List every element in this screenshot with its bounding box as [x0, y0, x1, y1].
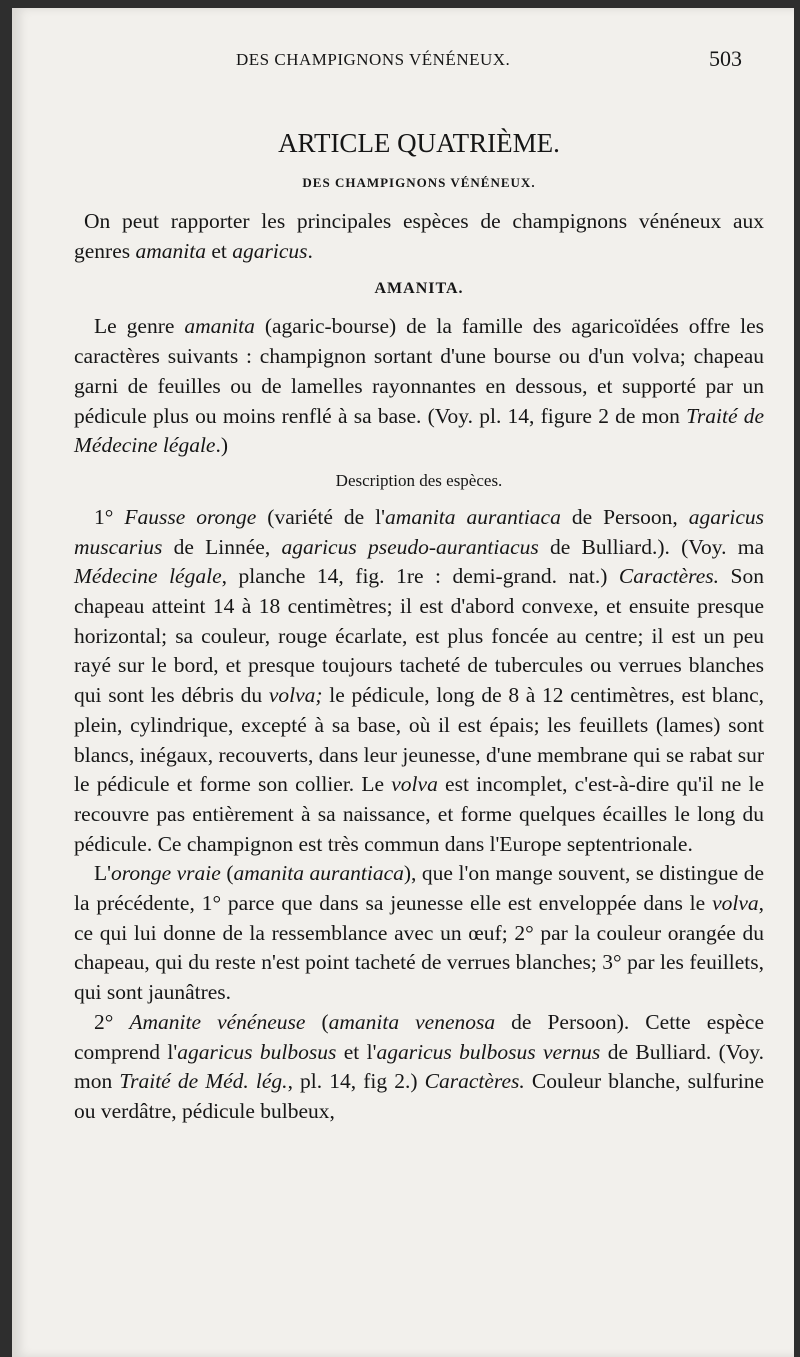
- article-title: ARTICLE QUATRIÈME.: [278, 128, 560, 158]
- page-number: 503: [709, 46, 742, 71]
- species-1-paragraph: 1° Fausse oronge (variété de l'amanita aurantiaca de Persoon, agaricus muscarius de Linnée, agaricus pseudo-aurantiacus de Bulliard.). (Voy. ma Médecine légale, planche 14, fig. 1re : demi-grand. nat.) Caractères. Son chapeau atteint 14 à 18 centimètres; il est d'abord convexe, et ensuite presque horizontal; sa couleur, rouge écarlate, est plus foncée au centre; il est un peu rayé sur le bord, et presque toujours tacheté de tubercules ou verrues blanches qui sont les débris du volva; le pédicule, long de 8 à 12 centimètres, est blanc, plein, cylindrique, excepté à sa base, où il est épais; les feuillets (lames) sont blancs, inégaux, recouverts, dans leur jeunesse, d'une membrane qui se rabat sur le pédicule et forme son collier. Le volva est incomplet, c'est-à-dire qu'il ne le recouvre pas entièrement à sa naissance, et forme quelques écailles le long du pédicule. Ce champignon est très commun dans l'Europe septentrionale.: [74, 504, 764, 856]
- book-page: [12, 8, 794, 1357]
- section-heading-amanita: AMANITA.: [374, 280, 464, 298]
- species-2-paragraph: 2° Amanite vénéneuse (amanita venenosa de Persoon). Cette espèce comprend l'agaricus bulbosus et l'agaricus bulbosus vernus de Bulliard. (Voy. mon Traité de Méd. lég., pl. 14, fig 2.) Caractères. Couleur blanche, sulfurine ou verdâtre, pédicule bulbeux,: [74, 1009, 764, 1123]
- amanita-paragraph: Le genre amanita (agaric-bourse) de la famille des agaricoïdées offre les caractères suivants : champignon sortant d'une bourse ou d'un volva; chapeau garni de feuilles ou de lamelles rayonnantes en dessous, et supporté par un pédicule plus ou moins renflé à sa base. (Voy. pl. 14, figure 2 de mon Traité de Médecine légale.): [74, 314, 765, 458]
- oronge-vraie-paragraph: L'oronge vraie (amanita aurantiaca), que l'on mange souvent, se distingue de la précédente, 1° parce que dans sa jeunesse elle est enveloppée dans le volva, ce qui lui donne de la ressemblance avec un œuf; 2° par la couleur orangée du chapeau, qui du reste n'est point tacheté de verrues blanches; 3° par les feuillets, qui sont jaunâtres.: [74, 861, 764, 1005]
- running-title: DES CHAMPIGNONS VÉNÉNEUX.: [236, 50, 511, 69]
- article-subtitle: DES CHAMPIGNONS VÉNÉNEUX.: [302, 175, 536, 190]
- description-heading: Description des espèces.: [335, 470, 503, 490]
- intro-paragraph: On peut rapporter les principales espèces de champignons vénéneux aux genres amanita et agaricus.: [74, 209, 764, 263]
- page-body: [74, 128, 764, 1127]
- running-header: [12, 46, 794, 76]
